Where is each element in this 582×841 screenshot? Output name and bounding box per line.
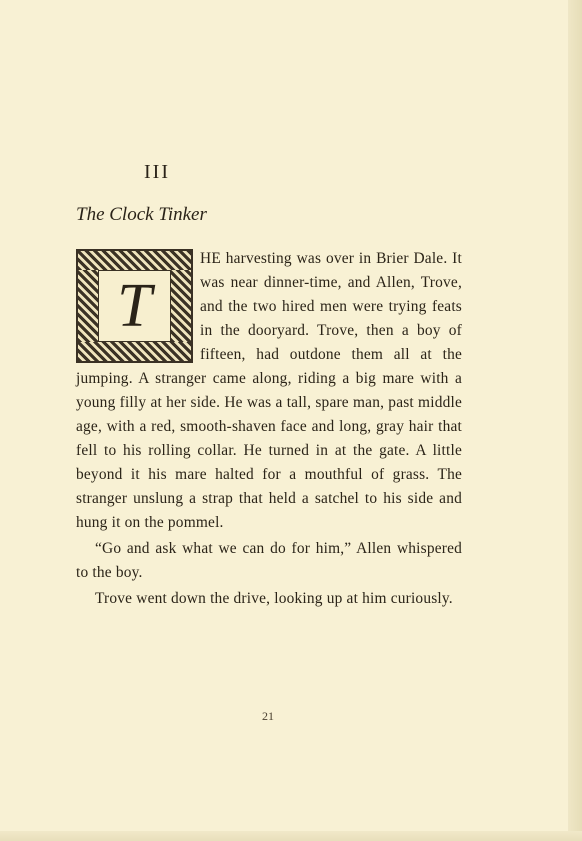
chapter-title: The Clock Tinker [76,204,207,225]
page-bottom-edge [0,831,582,841]
page-number: 21 [262,709,274,723]
page-edge [568,0,582,841]
paragraph-2: “Go and ask what we can do for him,” Allen whispered to the boy. [76,540,462,581]
chapter-number: III [144,161,170,183]
dropcap-ornament-bottom [78,342,191,361]
paragraph-1 [76,247,462,535]
paragraph-3: Trove went down the drive, looking up at him curiously. [95,590,453,607]
chapter-text [76,247,462,611]
dropcap-ornament-right [171,270,191,342]
dropcap-ornament-top [78,251,191,270]
dropcap-letter: T [117,272,152,340]
ornamental-dropcap [76,249,193,363]
dropcap-ornament-left [78,270,98,342]
paragraph-1-text: HE harvesting was over in Brier Dale. It was near dinner-time, and Allen, Trove, and the two hired men were trying feats in the dooryard. Trove, then a boy of fifteen, had outdone them all at the jumping. A stranger came along, riding a big mare with a young filly at her side. He was a tall, spare man, past middle age, with a red, smooth-shaven face and long, gray hair that fell to his rolling collar. He turned in at the gate. A little beyond it his mare halted for a mouthful of grass. The stranger unslung a strap that held a satchel to his side and hung it on the pommel. [76,250,462,531]
